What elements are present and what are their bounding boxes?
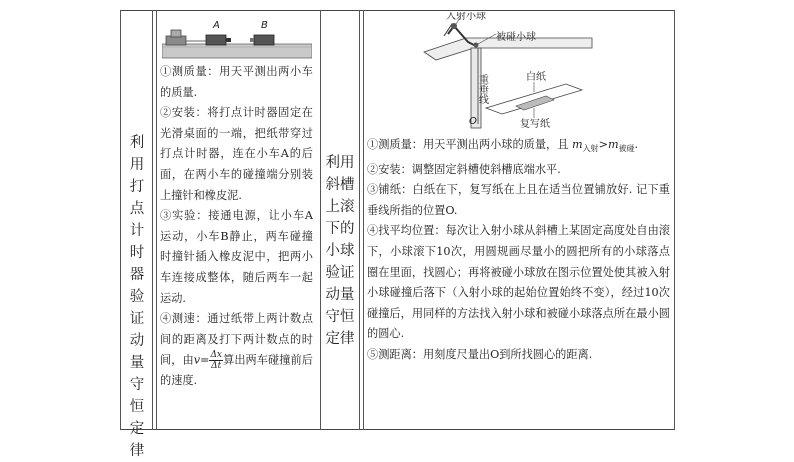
velocity-formula: v= xyxy=(193,353,210,367)
ball-step-4: ④找平均位置：每次让入射小球从斜槽上某固定高度处自由滚下，小球滚下10次，用圆规画尽量小的圆把所有的小球落点圈在里面，找圆心；再将被碰小球放在图示位置处使其被入射小球碰撞后落下（入射小球的起始位置始终不变），经过10次碰撞后，用同样的方法找入射小球和被碰小球落点所在最小圆的圆心. xyxy=(367,224,670,341)
ball-step-1: ①测质量：用天平测出两小球的质量，且 $m_{入射}>m_{被碰}$. xyxy=(367,138,639,153)
paper-label: 白纸 xyxy=(526,72,546,83)
table-bottom-border xyxy=(120,429,675,430)
method-table xyxy=(120,10,675,459)
target-ball-label: 被碰小球 xyxy=(496,32,536,43)
ball-step-2: ②安装：调整固定斜槽使斜槽底端水平. xyxy=(367,162,561,176)
cart-a-label: A xyxy=(213,20,220,31)
cart-steps xyxy=(160,62,313,392)
table-right-border xyxy=(674,10,675,430)
table-top-border xyxy=(120,10,675,11)
ball-step-5: ⑤测距离：用刻度尺量出O到所找圆心的距离. xyxy=(367,347,593,361)
target-ball-icon xyxy=(474,43,479,48)
method-label-cart: 利用打点计时器验证动量守恒定律 xyxy=(129,135,145,459)
method-label-ball: 利用斜槽上滚下的小球验证动量守恒定律 xyxy=(325,155,355,347)
cart-step-3: ③实验：接通电源，让小车A运动，小车B静止，两车碰撞时撞针插入橡皮泥中，把两小车连接成整体，随后两车一起运动. xyxy=(160,209,313,305)
table-left-border xyxy=(120,10,121,430)
cart-step-1: ①测质量：用天平测出两小车的质量. xyxy=(160,65,313,99)
cart-b-icon xyxy=(254,35,274,45)
velocity-fraction: $\frac{\Delta x}{\Delta t}$ xyxy=(210,350,223,372)
column-divider xyxy=(359,10,364,430)
origin-label: O xyxy=(469,116,477,127)
ball-step-3: ③铺纸：白纸在下，复写纸在上且在适当位置铺放好. 记下重垂线所指的位置O. xyxy=(367,183,670,217)
cart-step-4: ④测速：通过纸带上两计数点间的距离及打下两计数点的时间，由v= $\frac{\Delta x}{\Delta t}$ 算出两车碰撞前后的速度. xyxy=(160,312,313,388)
column-divider xyxy=(152,10,157,430)
cart-b-label: B xyxy=(261,20,268,31)
cart-a-icon xyxy=(206,35,226,45)
incident-ball-label: 入射小球 xyxy=(446,12,486,22)
cart-experiment-figure xyxy=(162,16,312,62)
cart-step-2: ②安装：将打点计时器固定在光滑桌面的一端，把纸带穿过打点计时器，连在小车A的后面，在两小车的碰撞端分别装上撞针和橡皮泥. xyxy=(160,106,313,202)
ball-steps xyxy=(367,135,670,366)
incline-experiment-figure xyxy=(416,12,596,130)
carbon-paper-label: 复写纸 xyxy=(520,119,550,130)
plumb-line-label: 重垂线 xyxy=(476,74,488,104)
